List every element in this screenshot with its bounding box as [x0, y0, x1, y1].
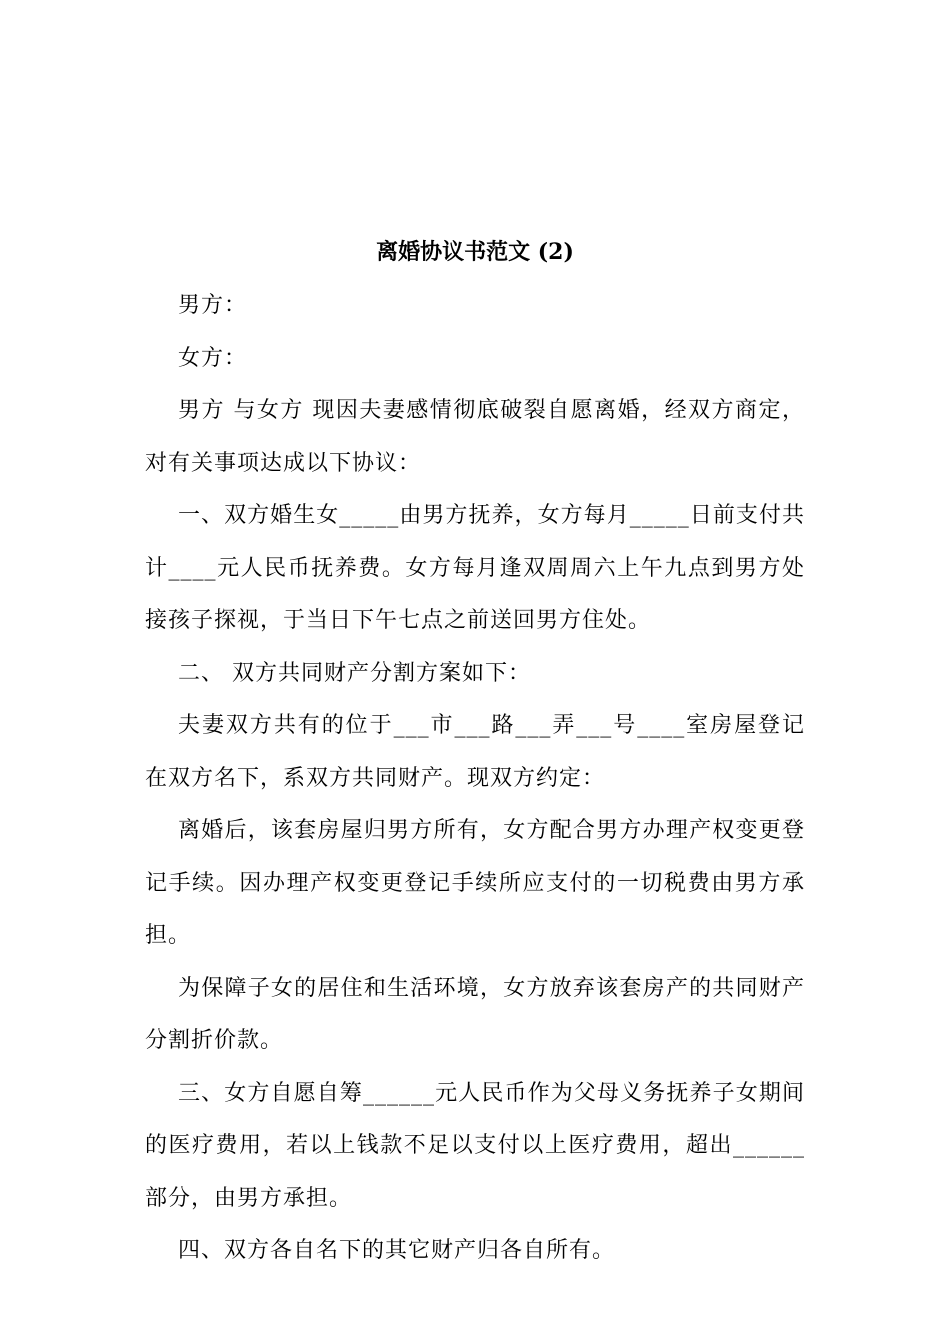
paragraph-clause-1: 一、双方婚生女_____由男方抚养，女方每月_____日前支付共计____元人民币抚养费。女方每月逢双周周六上午九点到男方处接孩子探视，于当日下午七点之前送回男方住处。	[145, 503, 805, 633]
document-title: 离婚协议书范文 (2)	[376, 239, 574, 265]
paragraph-property-location: 夫妻双方共有的位于___市___路___弄___号____室房屋登记在双方名下，系双方共同财产。现双方约定：	[145, 713, 805, 791]
paragraph-female-party: 女方：	[178, 345, 248, 371]
paragraph-preamble: 男方 与女方 现因夫妻感情彻底破裂自愿离婚，经双方商定，对有关事项达成以下协议：	[145, 398, 805, 476]
paragraph-male-party: 男方：	[178, 293, 248, 318]
paragraph-property-waiver: 为保障子女的居住和生活环境，女方放弃该套房产的共同财产分割折价款。	[145, 975, 805, 1053]
paragraph-clause-2: 二、 双方共同财产分割方案如下：	[178, 660, 531, 686]
paragraph-clause-3: 三、女方自愿自筹______元人民币作为父母义务抚养子女期间的医疗费用，若以上钱款不足以支付以上医疗费用，超出______部分，由男方承担。	[145, 1080, 805, 1211]
paragraph-property-ownership: 离婚后，该套房屋归男方所有，女方配合男方办理产权变更登记手续。因办理产权变更登记手续所应支付的一切税费由男方承担。	[145, 818, 805, 948]
paragraph-clause-4: 四、双方各自名下的其它财产归各自所有。	[178, 1238, 616, 1263]
document-body	[145, 280, 805, 1278]
